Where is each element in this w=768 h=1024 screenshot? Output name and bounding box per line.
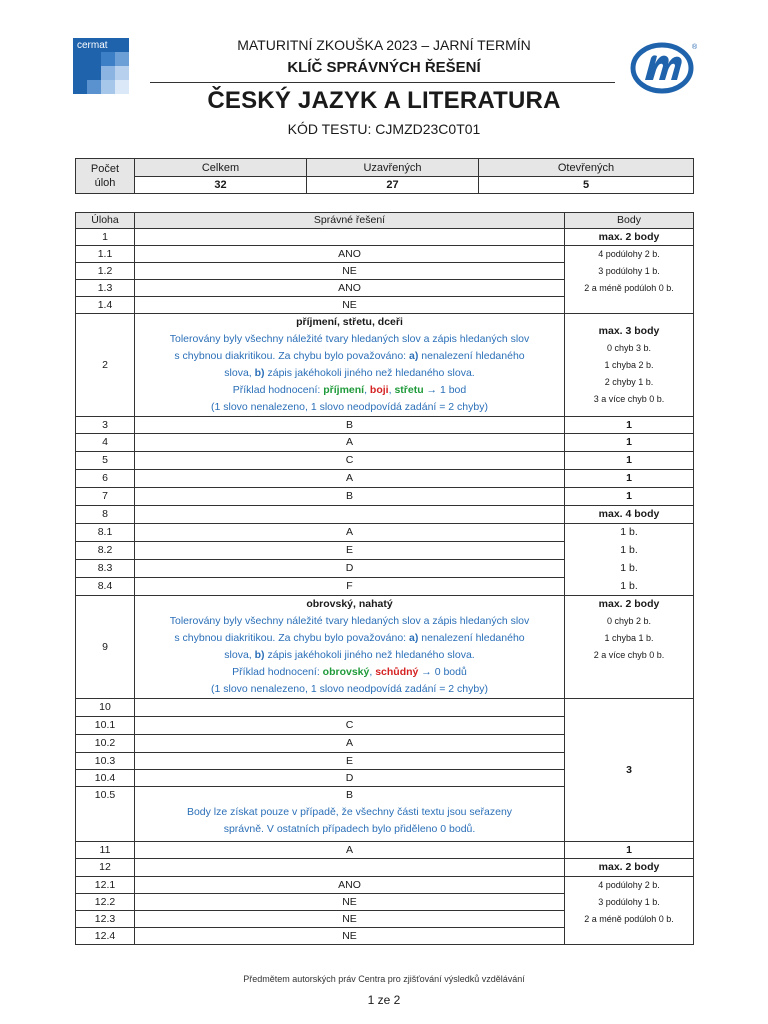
task-count-label bbox=[76, 159, 135, 194]
task-id: 8.4 bbox=[76, 578, 135, 596]
task-id: 3 bbox=[76, 417, 135, 434]
task-column-header: Úloha bbox=[76, 213, 135, 229]
table-row bbox=[76, 452, 694, 470]
example-label: Příklad hodnocení: bbox=[232, 384, 324, 396]
points-max: max. 3 body bbox=[598, 324, 660, 337]
answer-cell: A bbox=[135, 842, 565, 859]
answer-text: B bbox=[345, 789, 353, 801]
closed-header: Uzavřených bbox=[307, 159, 479, 177]
answer-cell: ANO bbox=[135, 877, 565, 894]
tolerance-note-line1: Tolerovány byly všechny náležité tvary hledaných slov a zápis hledaných slov bbox=[169, 615, 530, 627]
note-marker-b: b) bbox=[254, 367, 265, 379]
answer-column-header: Správné řešení bbox=[135, 213, 565, 229]
answer-cell: F bbox=[135, 578, 565, 596]
subject-title: ČESKÝ JAZYK A LITERATURA bbox=[207, 87, 561, 114]
points-cell: max. 2 body bbox=[565, 859, 694, 877]
example-correct-word: příjmení bbox=[323, 384, 365, 396]
points-cell: 1 bbox=[565, 417, 694, 434]
total-value: 32 bbox=[135, 177, 307, 194]
task-id: 1.2 bbox=[76, 263, 135, 280]
points-cell: 1 bbox=[565, 842, 694, 859]
condition-note-line1: Body lze získat pouze v případě, že všechny části textu jsou seřazeny bbox=[186, 806, 513, 818]
example-wrong-word: schůdný bbox=[375, 666, 419, 678]
answer-cell: NE bbox=[135, 928, 565, 945]
task-id: 10.3 bbox=[76, 753, 135, 770]
table-row bbox=[76, 928, 694, 945]
task-id: 1 bbox=[76, 229, 135, 246]
task-id: 10.5 bbox=[76, 787, 135, 842]
answer-cell: C bbox=[135, 717, 565, 735]
test-code: KÓD TESTU: CJMZD23C0T01 bbox=[287, 121, 481, 137]
table-row bbox=[76, 911, 694, 928]
answer-cell bbox=[135, 859, 565, 877]
answer-cell bbox=[135, 229, 565, 246]
task-id: 6 bbox=[76, 470, 135, 488]
table-row bbox=[76, 578, 694, 596]
tolerance-note-line3 bbox=[135, 365, 564, 382]
answer-cell: E bbox=[135, 542, 565, 560]
points-cell: 4 podúlohy 2 b. bbox=[565, 246, 694, 263]
task-id: 2 bbox=[76, 314, 135, 417]
task-id: 8 bbox=[76, 506, 135, 524]
table-row bbox=[76, 488, 694, 506]
answer-cell: NE bbox=[135, 894, 565, 911]
task-id: 10.2 bbox=[76, 735, 135, 753]
table-row bbox=[76, 297, 694, 314]
table-row bbox=[76, 434, 694, 452]
example-correct-word: obrovský bbox=[322, 666, 370, 678]
example-label: Příklad hodnocení: bbox=[232, 666, 323, 678]
answer-cell: A bbox=[135, 470, 565, 488]
task-id: 12.2 bbox=[76, 894, 135, 911]
points-rule: 0 chyb 2 b. bbox=[606, 616, 652, 626]
table-row bbox=[76, 506, 694, 524]
table-row bbox=[76, 263, 694, 280]
task-id: 11 bbox=[76, 842, 135, 859]
closed-value: 27 bbox=[307, 177, 479, 194]
task-id: 8.3 bbox=[76, 560, 135, 578]
example-explanation: (1 slovo nenalezeno, 1 slovo neodpovídá zadání = 2 chyby) bbox=[211, 401, 488, 413]
answer-text: obrovský, nahatý bbox=[306, 598, 393, 610]
total-header: Celkem bbox=[135, 159, 307, 177]
points-cell bbox=[565, 928, 694, 945]
points-max: max. 2 body bbox=[598, 598, 660, 610]
note-text: nenalezení hledaného bbox=[418, 350, 525, 362]
task-id: 10.1 bbox=[76, 717, 135, 735]
open-value: 5 bbox=[479, 177, 694, 194]
task-count-label-line2: úloh bbox=[94, 177, 116, 189]
task-id: 9 bbox=[76, 596, 135, 699]
evaluation-example: Příklad hodnocení: příjmení, boji, střetu → 1 bod bbox=[232, 384, 467, 396]
answer-cell bbox=[135, 596, 565, 699]
task-id: 1.1 bbox=[76, 246, 135, 263]
note-marker-a: a) bbox=[409, 350, 419, 362]
table-row bbox=[76, 560, 694, 578]
answer-cell: ANO bbox=[135, 280, 565, 297]
points-cell: 1 bbox=[565, 434, 694, 452]
points-cell: 4 podúlohy 2 b. bbox=[565, 877, 694, 894]
points-cell: max. 2 body bbox=[565, 229, 694, 246]
answer-cell: A bbox=[135, 735, 565, 753]
note-marker-a: a) bbox=[409, 632, 419, 644]
points-cell: 1 bbox=[565, 470, 694, 488]
points-rule: 0 chyb 3 b. bbox=[606, 342, 652, 353]
points-cell: 3 bbox=[565, 699, 694, 842]
answer-cell: B bbox=[135, 417, 565, 434]
task-count-label-line1: Počet bbox=[90, 163, 120, 175]
table-row bbox=[76, 280, 694, 297]
note-text: zápis jakéhokoli jiného než hledaného slova. bbox=[264, 649, 475, 661]
answer-text: příjmení, střetu, dceři bbox=[296, 316, 403, 328]
answer-cell: A bbox=[135, 434, 565, 452]
answer-cell: C bbox=[135, 452, 565, 470]
answer-cell: NE bbox=[135, 263, 565, 280]
points-cell: 1 b. bbox=[565, 560, 694, 578]
answer-cell: NE bbox=[135, 911, 565, 928]
answer-cell bbox=[135, 699, 565, 717]
table-row bbox=[76, 524, 694, 542]
answer-key-title: KLÍČ SPRÁVNÝCH ŘEŠENÍ bbox=[287, 59, 481, 76]
evaluation-example: Příklad hodnocení: obrovský, schůdný → 0 bodů bbox=[232, 666, 467, 678]
task-id: 5 bbox=[76, 452, 135, 470]
cermat-logo bbox=[73, 38, 129, 94]
task-id: 1.4 bbox=[76, 297, 135, 314]
note-text: slova, bbox=[224, 649, 255, 661]
table-row bbox=[76, 314, 694, 417]
points-cell: 2 a méně podúloh 0 b. bbox=[565, 280, 694, 297]
example-result: → 0 bodů bbox=[418, 666, 467, 678]
task-id: 12.1 bbox=[76, 877, 135, 894]
m-logo bbox=[630, 40, 700, 96]
points-cell: 1 b. bbox=[565, 578, 694, 596]
example-wrong-word: boji bbox=[369, 384, 389, 396]
points-cell: 3 podúlohy 1 b. bbox=[565, 894, 694, 911]
points-rule: 1 chyba 2 b. bbox=[604, 359, 654, 370]
answer-cell: B bbox=[135, 488, 565, 506]
points-cell: 1 bbox=[565, 488, 694, 506]
task-id: 8.1 bbox=[76, 524, 135, 542]
task-id: 12.3 bbox=[76, 911, 135, 928]
points-cell: 2 a méně podúloh 0 b. bbox=[565, 911, 694, 928]
note-text: s chybnou diakritikou. Za chybu bylo považováno: bbox=[174, 632, 410, 644]
table-row bbox=[76, 894, 694, 911]
note-text: zápis jakéhokoli jiného než hledaného slova. bbox=[264, 367, 475, 379]
points-cell: 1 b. bbox=[565, 542, 694, 560]
task-id: 1.3 bbox=[76, 280, 135, 297]
task-id: 7 bbox=[76, 488, 135, 506]
points-rule: 2 a více chyb 0 b. bbox=[593, 650, 665, 660]
exam-session-title: MATURITNÍ ZKOUŠKA 2023 – JARNÍ TERMÍN bbox=[237, 37, 531, 53]
note-marker-b: b) bbox=[254, 649, 265, 661]
points-cell bbox=[565, 314, 694, 417]
note-text: s chybnou diakritikou. Za chybu bylo považováno: bbox=[174, 350, 410, 362]
task-count-table bbox=[75, 158, 694, 194]
points-rule: 3 a více chyb 0 b. bbox=[593, 393, 665, 404]
table-row bbox=[76, 859, 694, 877]
answer-key-table bbox=[75, 212, 694, 945]
task-id: 10 bbox=[76, 699, 135, 717]
answer-cell bbox=[135, 787, 565, 842]
cermat-logo-text: cermat bbox=[77, 40, 108, 51]
copyright-notice: Předmětem autorských práv Centra pro zjišťování výsledků vzdělávání bbox=[243, 974, 525, 984]
table-row bbox=[76, 542, 694, 560]
page-number: 1 ze 2 bbox=[367, 993, 401, 1007]
points-rule: 2 chyby 1 b. bbox=[604, 376, 654, 387]
answer-cell bbox=[135, 314, 565, 417]
note-text: nenalezení hledaného bbox=[418, 632, 525, 644]
table-row bbox=[76, 470, 694, 488]
table-row bbox=[76, 246, 694, 263]
answer-cell: NE bbox=[135, 297, 565, 314]
points-cell: 1 b. bbox=[565, 524, 694, 542]
answer-cell: ANO bbox=[135, 246, 565, 263]
table-row bbox=[76, 699, 694, 717]
answer-cell bbox=[135, 506, 565, 524]
example-correct-word: střetu bbox=[394, 384, 424, 396]
points-column-header: Body bbox=[565, 213, 694, 229]
condition-note-line2: správně. V ostatních případech bylo přiděleno 0 bodů. bbox=[223, 823, 476, 835]
answer-cell: E bbox=[135, 753, 565, 770]
tolerance-note-line2 bbox=[135, 348, 564, 365]
answer-cell: D bbox=[135, 770, 565, 787]
table-row bbox=[76, 877, 694, 894]
task-id: 12.4 bbox=[76, 928, 135, 945]
points-cell bbox=[565, 596, 694, 699]
task-id: 4 bbox=[76, 434, 135, 452]
tolerance-note-line2 bbox=[135, 630, 564, 647]
points-cell: 3 podúlohy 1 b. bbox=[565, 263, 694, 280]
answer-cell: D bbox=[135, 560, 565, 578]
table-row bbox=[76, 417, 694, 434]
tolerance-note-line3 bbox=[135, 647, 564, 664]
task-id: 10.4 bbox=[76, 770, 135, 787]
points-cell: max. 4 body bbox=[565, 506, 694, 524]
example-result: → 1 bod bbox=[423, 384, 467, 396]
points-cell: 1 bbox=[565, 452, 694, 470]
table-row bbox=[76, 842, 694, 859]
tolerance-note-line1: Tolerovány byly všechny náležité tvary hledaných slov a zápis hledaných slov bbox=[169, 333, 530, 345]
note-text: slova, bbox=[224, 367, 255, 379]
open-header: Otevřených bbox=[479, 159, 694, 177]
svg-text:®: ® bbox=[692, 44, 698, 51]
header-divider bbox=[150, 82, 615, 83]
answer-cell: A bbox=[135, 524, 565, 542]
points-rule: 1 chyba 1 b. bbox=[604, 633, 654, 643]
table-row bbox=[76, 596, 694, 699]
example-explanation: (1 slovo nenalezeno, 1 slovo neodpovídá zadání = 2 chyby) bbox=[211, 683, 488, 695]
table-row bbox=[76, 229, 694, 246]
task-id: 8.2 bbox=[76, 542, 135, 560]
task-id: 12 bbox=[76, 859, 135, 877]
points-cell bbox=[565, 297, 694, 314]
